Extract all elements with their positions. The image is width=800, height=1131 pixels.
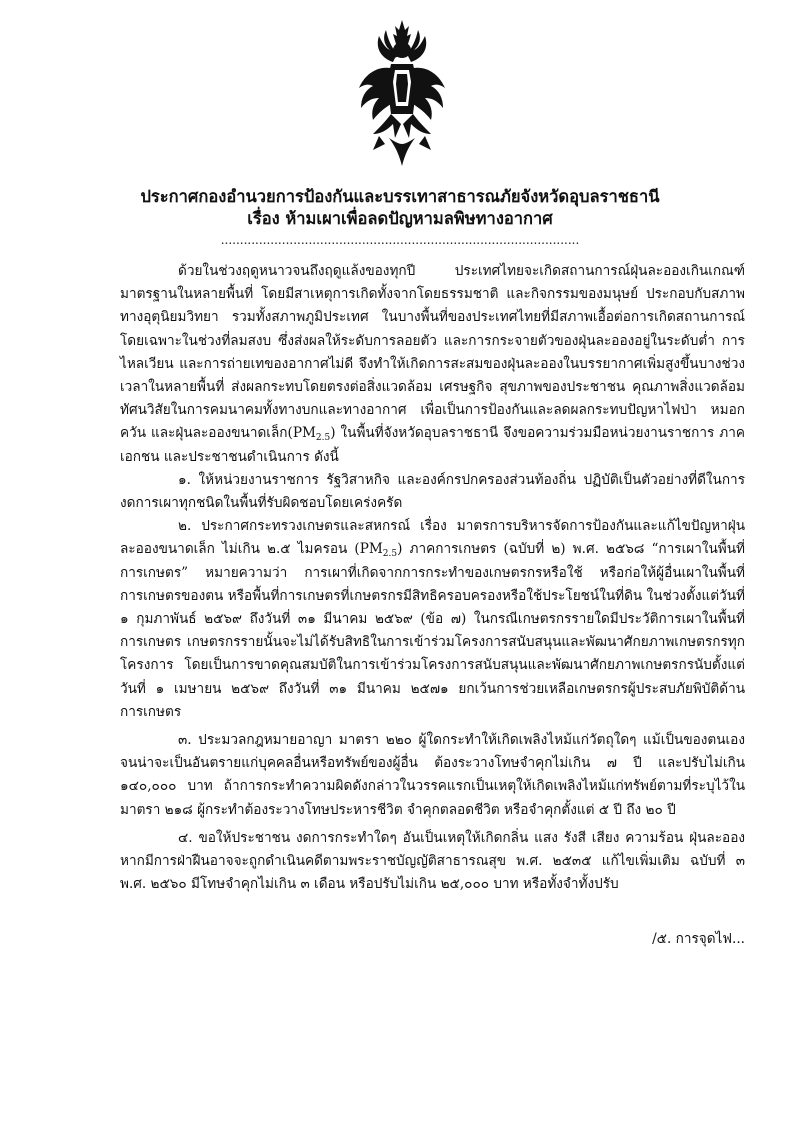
garuda-emblem-icon [355,18,450,168]
intro-paragraph: ด้วยในช่วงฤดูหนาวจนถึงฤดูแล้งของทุกปี ประเทศไทยจะเกิดสถานการณ์ฝุ่นละอองเกินเกณฑ์มาตรฐานในหลายพื้นที่ โดยมีสาเหตุการเกิดทั้งจากโดยธรรมชาติ และกิจกรรมของมนุษย์ ประกอบกับสภาพทางอุตุนิยมวิทยา รวมทั้งสภาพภูมิประเทศ ในบางพื้นที่ของประเทศไทยที่มีสภาพเอื้อต่อการเกิดสถานการณ์ โดยเฉพาะในช่วงที่ลมสงบ ซึ่งส่งผลให้ระดับการลอยตัว และการกระจายตัวของฝุ่นละอองอยู่ในระดับต่ำ การไหลเวียน และการถ่ายเทของอากาศไม่ดี จึงทำให้เกิดการสะสมของฝุ่นละอองในบรรยากาศเพิ่มสูงขึ้นบางช่วงเวลาในหลายพื้นที่ ส่งผลกระทบโดยตรงต่อสิ่งแวดล้อม เศรษฐกิจ สุขภาพของประชาชน คุณภาพสิ่งแวดล้อม ทัศนวิสัยในการคมนาคมทั้งทางบกและทางอากาศ เพื่อเป็นการป้องกันและลดผลกระทบปัญหาไฟป่า หมอกควัน และฝุ่นละอองขนาดเล็ก$(PM_{2.5})$ ในพื้นที่จังหวัดอุบลราชธานี จึงขอความร่วมมือหน่วยงานราชการ ภาคเอกชน และประชาชนดำเนินการ ดังนี้ [120,263,745,465]
continuation-marker: /๕. การจุดไฟ... [652,931,745,947]
item-3-paragraph: ๓. ประมวลกฎหมายอาญา มาตรา ๒๒๐ ผู้ใดกระทำให้เกิดเพลิงไหม้แก่วัตถุใดๆ แม้เป็นของตนเอง จนน่าจะเป็นอันตรายแก่บุคคลอื่นหรือทรัพย์ของผู้อื่น ต้องระวางโทษจำคุกไม่เกิน ๗ ปี และปรับไม่เกิน ๑๔๐,๐๐๐ บาท ถ้าการกระทำความผิดดังกล่าวในวรรคแรกเป็นเหตุให้เกิดเพลิงไหม้แก่ทรัพย์ตามที่ระบุไว้ในมาตรา ๒๑๘ ผู้กระทำต้องระวางโทษประหารชีวิต จำคุกตลอดชีวิต หรือจำคุกตั้งแต่ ๕ ปี ถึง ๒๐ ปี [120,732,745,818]
announcement-subject: เรื่อง ห้ามเผาเพื่อลดปัญหามลพิษทางอากาศ [247,209,553,228]
announcement-body [120,260,745,896]
item-4-paragraph: ๔. ขอให้ประชาชน งดการกระทำใดๆ อันเป็นเหตุให้เกิดกลิ่น แสง รังสี เสียง ความร้อน ฝุ่นละออง หากมีการฝ่าฝืนอาจจะถูกดำเนินคดีตามพระราชบัญญัติสาธารณสุข พ.ศ. ๒๕๓๕ แก้ไขเพิ่มเติม ฉบับที่ ๓ พ.ศ. ๒๕๖๐ มีโทษจำคุกไม่เกิน ๓ เดือน หรือปรับไม่เกิน ๒๕,๐๐๐ บาท หรือทั้งจำทั้งปรับ [120,829,745,893]
announcement-title: ประกาศกองอำนวยการป้องกันและบรรเทาสาธารณภัยจังหวัดอุบลราชธานี [140,187,660,206]
item-1-paragraph: ๑. ให้หน่วยงานราชการ รัฐวิสาหกิจ และองค์กรปกครองส่วนท้องถิ่น ปฏิบัติเป็นตัวอย่างที่ดีในการงดการเผาทุกชนิดในพื้นที่รับผิดชอบโดยเคร่งครัด [120,471,745,512]
title-divider: .............................................................................................. [220,233,580,247]
item-2-paragraph: ๒. ประกาศกระทรวงเกษตรและสหกรณ์ เรื่อง มาตรการบริหารจัดการป้องกันและแก้ไขปัญหาฝุ่นละอองขนาดเล็ก ไม่เกิน ๒.๕ ไมครอน $(PM_{2.5})$ ภาคการเกษตร (ฉบับที่ ๒) พ.ศ. ๒๕๖๘ “การเผาในพื้นที่การเกษตร” หมายความว่า การเผาที่เกิดจากการกระทำของเกษตรกรหรือใช้ หรือก่อให้ผู้อื่นเผาในพื้นที่การเกษตรของตน หรือพื้นที่การเกษตรที่เกษตรกรมีสิทธิครอบครองหรือใช้ประโยชน์ในที่ดิน ในช่วงตั้งแต่วันที่ ๑ กุมภาพันธ์ ๒๕๖๙ ถึงวันที่ ๓๑ มีนาคม ๒๕๖๙ (ข้อ ๗) ในกรณีเกษตรกรรายใดมีประวัติการเผาในพื้นที่การเกษตร เกษตรกรรายนั้นจะไม่ได้รับสิทธิในการเข้าร่วมโครงการสนับสนุนและพัฒนาศักยภาพเกษตรกรทุกโครงการ โดยเป็นการขาดคุณสมบัติในการเข้าร่วมโครงการสนับสนุนและพัฒนาศักยภาพเกษตรกรนับตั้งแต่วันที่ ๑ เมษายน ๒๕๖๙ ถึงวันที่ ๓๑ มีนาคม ๒๕๗๑ ยกเว้นการช่วยเหลือเกษตรกรผู้ประสบภัยพิบัติด้านการเกษตร [120,518,745,720]
